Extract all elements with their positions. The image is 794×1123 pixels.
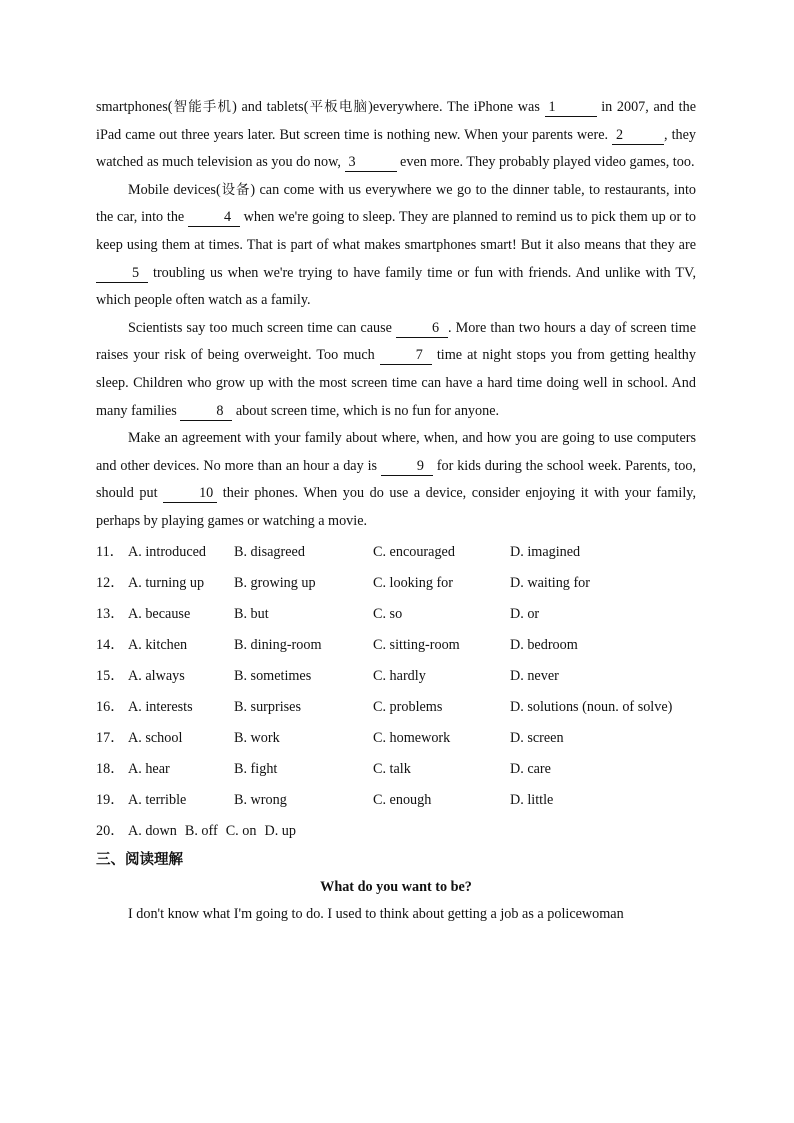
blank-10[interactable]: 10 xyxy=(163,484,217,503)
section-heading: 三、阅读理解 xyxy=(96,851,183,868)
option-b[interactable]: B. fight xyxy=(234,761,278,778)
question-number: 18． xyxy=(96,761,125,778)
text: ) can come with us everywhere we go to the dinner table, to restaurants, into the car, into the xyxy=(96,181,697,226)
chinese-note: 智能手机 xyxy=(172,99,233,115)
blank-5[interactable]: 5 xyxy=(96,264,148,283)
blank-8[interactable]: 8 xyxy=(180,402,232,421)
option-b[interactable]: B. surprises xyxy=(234,699,301,716)
question-list xyxy=(96,538,696,848)
text: time at night stops you from getting healthy sleep. Children who grow up with the most screen time can have a hard time doing well in school. And many families xyxy=(96,347,696,419)
option-d[interactable]: D. never xyxy=(510,668,559,685)
chinese-note: 平板电脑 xyxy=(308,99,369,115)
option-c[interactable]: C. so xyxy=(373,606,403,623)
option-b[interactable]: B. off xyxy=(184,823,218,840)
blank-4[interactable]: 4 xyxy=(188,208,240,227)
text: about screen time, which is no fun for anyone. xyxy=(232,402,500,419)
option-a[interactable]: A. down xyxy=(128,823,177,840)
blank-2[interactable]: 2 xyxy=(612,126,664,145)
text: ) and tablets( xyxy=(232,99,309,115)
option-b[interactable]: B. wrong xyxy=(234,792,287,809)
option-a[interactable]: A. turning up xyxy=(128,575,205,592)
option-a[interactable]: A. school xyxy=(128,730,183,747)
chinese-note: 设备 xyxy=(220,181,251,198)
question-number: 20． xyxy=(96,823,125,840)
text: Make an agreement with your family about where, when, and how you are going to use computers and other devices. No more than an hour a day is xyxy=(96,430,696,474)
option-a[interactable]: A. kitchen xyxy=(128,637,188,654)
text: )everywhere. The iPhone was xyxy=(368,99,545,115)
question-row xyxy=(96,817,696,848)
reading-paragraph xyxy=(96,901,696,929)
option-b[interactable]: B. sometimes xyxy=(234,668,312,685)
blank-3[interactable]: 3 xyxy=(345,153,397,172)
option-b[interactable]: B. dining-room xyxy=(234,637,322,654)
paragraph-4 xyxy=(96,425,696,535)
option-d[interactable]: D. imagined xyxy=(510,544,581,561)
option-a[interactable]: A. hear xyxy=(128,761,170,778)
option-d[interactable]: D. little xyxy=(510,792,554,809)
question-row xyxy=(96,538,696,569)
option-b[interactable]: B. growing up xyxy=(234,575,316,592)
blank-7[interactable]: 7 xyxy=(380,346,432,365)
option-c[interactable]: C. looking for xyxy=(373,575,453,592)
question-number: 11． xyxy=(96,544,124,561)
question-number: 12． xyxy=(96,575,125,592)
option-c[interactable]: C. problems xyxy=(373,699,443,716)
passage-title: What do you want to be? xyxy=(320,878,472,895)
question-row xyxy=(96,600,696,631)
blank-6[interactable]: 6 xyxy=(396,319,448,338)
text: when we're going to sleep. They are planned to remind us to pick them up or to keep using them at times. That is part of what makes smartphones smart! But it also means that they are xyxy=(96,209,696,253)
text: troubling us when we're trying to have family time or fun with friends. And unlike with TV, which people often watch as a family. xyxy=(96,264,696,309)
option-a[interactable]: A. interests xyxy=(128,699,193,716)
option-d[interactable]: D. solutions (noun. of solve) xyxy=(510,699,673,716)
question-row xyxy=(96,724,696,755)
text: , they watched as much television as you do now, xyxy=(96,126,696,171)
paragraph-3 xyxy=(96,315,696,425)
option-d[interactable]: D. waiting for xyxy=(510,575,590,592)
option-d[interactable]: D. or xyxy=(510,606,540,623)
document-body xyxy=(96,94,696,928)
question-number: 17． xyxy=(96,730,125,747)
option-c[interactable]: C. talk xyxy=(373,761,411,778)
option-c[interactable]: C. sitting-room xyxy=(373,637,460,654)
question-row xyxy=(96,786,696,817)
option-c[interactable]: C. homework xyxy=(373,730,451,747)
text: I don't know what I'm going to do. I used to think about getting a job as a policewoman xyxy=(128,905,624,922)
option-a[interactable]: A. introduced xyxy=(128,544,207,561)
question-number: 15． xyxy=(96,668,125,685)
option-a[interactable]: A. always xyxy=(128,668,185,685)
option-c[interactable]: C. enough xyxy=(373,792,432,809)
option-a[interactable]: A. because xyxy=(128,606,191,623)
text: in 2007, and the iPad came out three years later. But screen time is nothing new. When your parents were. xyxy=(96,99,696,143)
question-number: 19． xyxy=(96,792,125,809)
question-row xyxy=(96,693,696,724)
question-number: 14． xyxy=(96,637,125,654)
option-c[interactable]: C. encouraged xyxy=(373,544,455,561)
text: . More than two hours a day of screen time raises your risk of being overweight. Too much xyxy=(96,319,697,364)
blank-9[interactable]: 9 xyxy=(381,457,433,476)
question-row xyxy=(96,662,696,693)
question-row xyxy=(96,631,696,662)
option-d[interactable]: D. up xyxy=(264,823,296,840)
text: Mobile devices( xyxy=(128,181,221,198)
question-number: 16． xyxy=(96,699,125,716)
blank-1[interactable]: 1 xyxy=(545,98,597,117)
option-d[interactable]: D. screen xyxy=(510,730,564,747)
text: Scientists say too much screen time can cause xyxy=(128,319,396,336)
text: smartphones( xyxy=(96,99,173,115)
text: for kids during the school week. Parents, too, should put xyxy=(96,457,696,502)
question-row xyxy=(96,755,696,786)
option-d[interactable]: D. care xyxy=(510,761,551,778)
text: even more. They probably played video games, too. xyxy=(396,154,695,171)
paragraph-2 xyxy=(96,177,696,315)
question-row xyxy=(96,569,696,600)
option-b[interactable]: B. work xyxy=(234,730,280,747)
option-c[interactable]: C. hardly xyxy=(373,668,426,685)
option-d[interactable]: D. bedroom xyxy=(510,637,578,654)
paragraph-1 xyxy=(96,94,696,177)
option-b[interactable]: B. disagreed xyxy=(234,544,305,561)
option-b[interactable]: B. but xyxy=(234,606,269,623)
text: their phones. When you do use a device, consider enjoying it with your family, perhaps by playing games or watching a movie. xyxy=(96,485,696,529)
question-number: 13． xyxy=(96,606,125,623)
option-c[interactable]: C. on xyxy=(225,823,257,840)
option-a[interactable]: A. terrible xyxy=(128,792,187,809)
